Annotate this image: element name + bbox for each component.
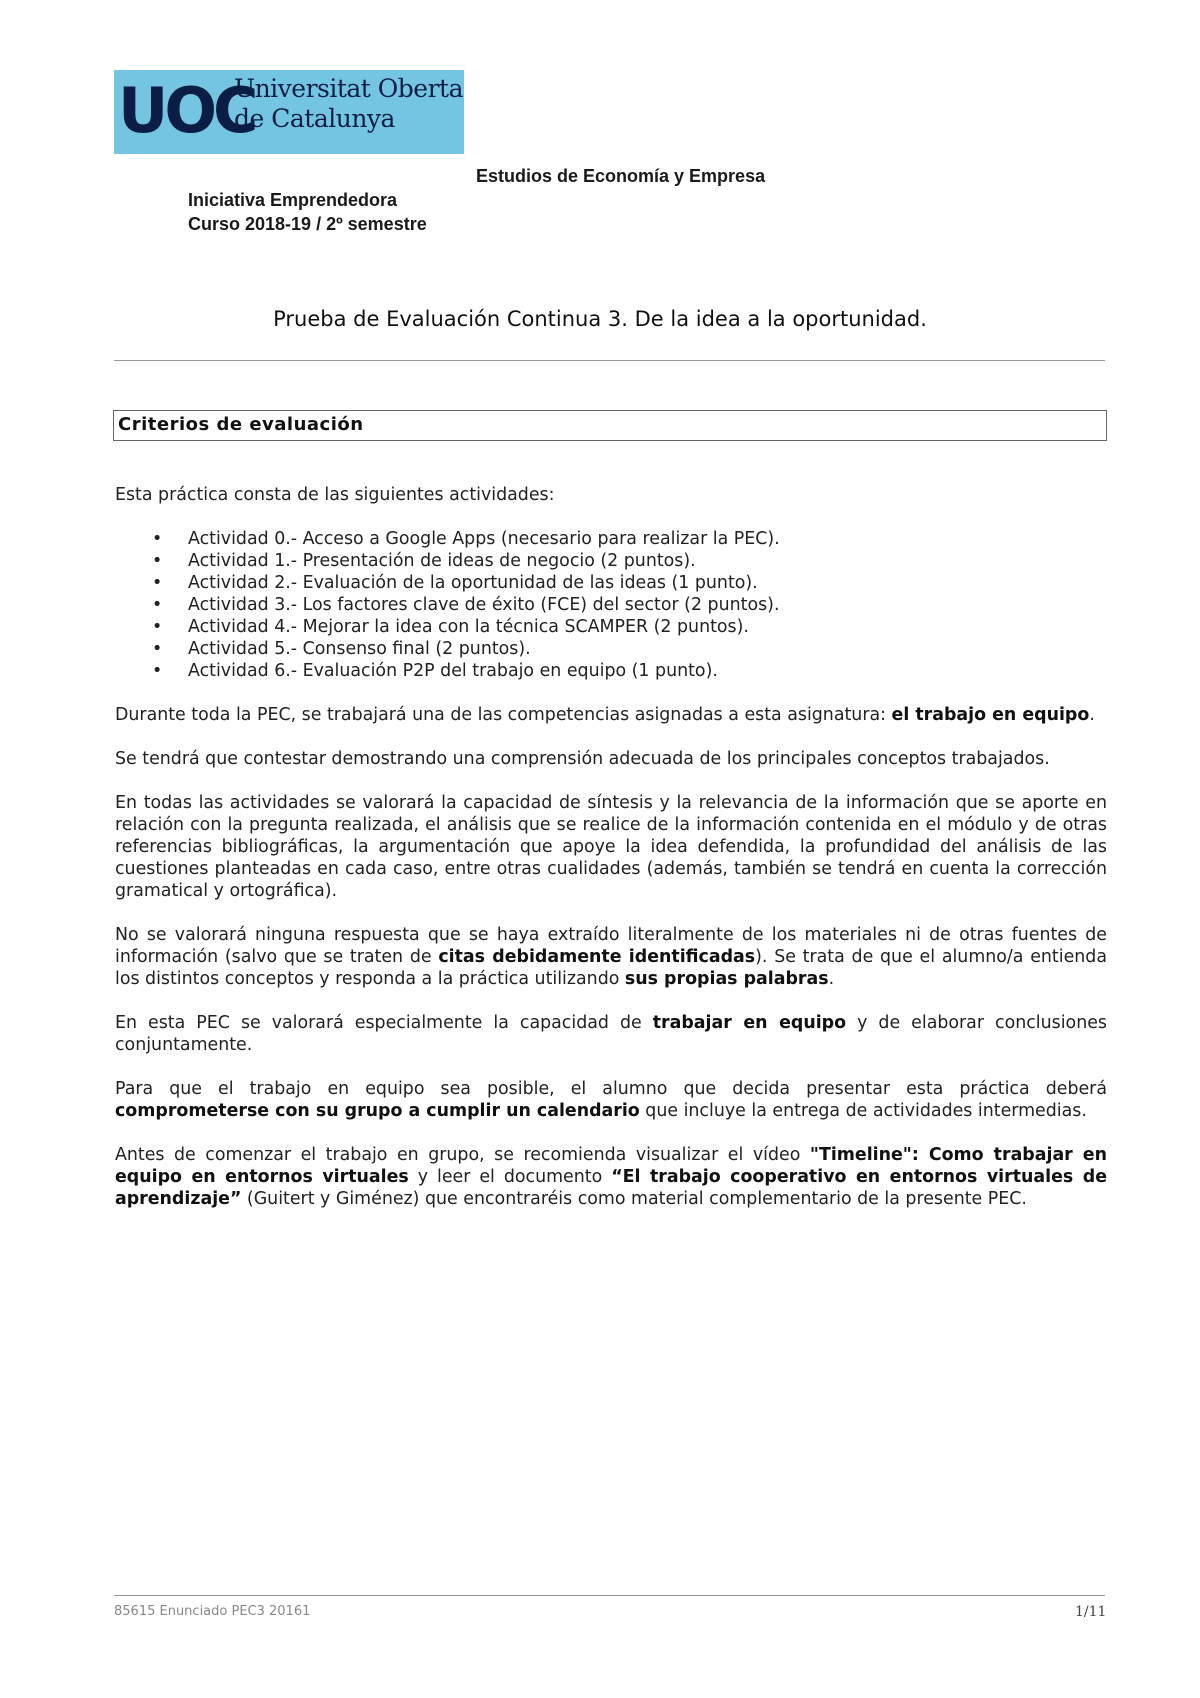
list-item: • Actividad 2.- Evaluación de la oportunidad de las ideas (1 punto). xyxy=(188,572,1107,594)
emphasis: "Timeline": Como trabajar en equipo en entornos virtuales xyxy=(115,1145,1107,1187)
list-item: • Actividad 5.- Consenso final (2 puntos). xyxy=(188,638,1107,660)
text-span: En esta PEC se valorará especialmente la capacidad de xyxy=(115,1013,653,1033)
list-item: • Actividad 4.- Mejorar la idea con la técnica SCAMPER (2 puntos). xyxy=(188,616,1107,638)
emphasis: el trabajo en equipo xyxy=(891,705,1090,725)
text-span: Durante toda la PEC, se trabajará una de las competencias asignadas a esta asignatura: xyxy=(115,705,892,725)
text-span: Antes de comenzar el trabajo en grupo, se recomienda visualizar el vídeo xyxy=(115,1145,810,1165)
studies-label: Estudios de Economía y Empresa xyxy=(476,166,766,186)
list-item: • Actividad 6.- Evaluación P2P del trabajo en equipo (1 punto). xyxy=(188,660,1107,682)
logo-name-line1: Universitat Oberta xyxy=(234,74,464,103)
page-number: 1/11 xyxy=(1075,1604,1107,1620)
text-span: . xyxy=(828,969,835,989)
text-span: y de elaborar conclusiones conjuntamente. xyxy=(115,1013,1107,1055)
footer-document-id: 85615 Enunciado PEC3 20161 xyxy=(114,1604,311,1619)
course-term: Curso 2018-19 / 2º semestre xyxy=(188,214,427,234)
title-divider xyxy=(114,360,1105,361)
emphasis: “El trabajo cooperativo en entornos virtuales de aprendizaje” xyxy=(115,1167,1107,1209)
page-title: Prueba de Evaluación Continua 3. De la idea a la oportunidad. xyxy=(273,307,927,331)
text-span: que incluye la entrega de actividades intermedias. xyxy=(639,1101,1087,1121)
list-item: • Actividad 3.- Los factores clave de éxito (FCE) del sector (2 puntos). xyxy=(188,594,1107,616)
section-heading: Criterios de evaluación xyxy=(118,414,364,435)
paragraph-comprehension: Se tendrá que contestar demostrando una comprensión adecuada de los principales conceptos trabajados. xyxy=(115,749,1050,769)
logo-name xyxy=(234,74,463,134)
emphasis: comprometerse con su grupo a cumplir un calendario xyxy=(115,1101,640,1121)
course-name: Iniciativa Emprendedora xyxy=(188,190,398,210)
document-body xyxy=(115,484,1107,1232)
text-span: Para que el trabajo en equipo sea posible, el alumno que decida presentar esta práctica deberá xyxy=(115,1079,1107,1099)
uoc-logo xyxy=(114,70,464,154)
footer-divider xyxy=(114,1595,1105,1596)
emphasis: citas debidamente identificadas xyxy=(438,947,756,967)
emphasis: trabajar en equipo xyxy=(652,1013,847,1033)
paragraph-resources xyxy=(115,1144,1107,1210)
paragraph-originality xyxy=(115,924,1107,990)
list-item: • Actividad 1.- Presentación de ideas de negocio (2 puntos). xyxy=(188,550,1107,572)
text-span: y leer el documento xyxy=(408,1167,612,1187)
text-span: ). Se trata de que el alumno/a entienda los distintos conceptos y responda a la práctica utilizando xyxy=(115,947,1107,989)
paragraph-team-conclusions xyxy=(115,1012,1107,1056)
logo-mark: UOC xyxy=(118,74,255,147)
paragraph-teamwork xyxy=(115,704,1107,726)
course-info xyxy=(188,188,427,236)
activities-list xyxy=(115,528,1107,682)
intro-paragraph: Esta práctica consta de las siguientes actividades: xyxy=(115,485,555,505)
list-item: • Actividad 0.- Acceso a Google Apps (necesario para realizar la PEC). xyxy=(188,528,1107,550)
text-span: . xyxy=(1089,705,1095,725)
paragraph-calendar xyxy=(115,1078,1107,1122)
emphasis: sus propias palabras xyxy=(624,969,829,989)
text-span: (Guitert y Giménez) que encontraréis como material complementario de la presente PEC. xyxy=(241,1189,1027,1209)
paragraph-assessment: En todas las actividades se valorará la capacidad de síntesis y la relevancia de la información que se aporte en relación con la pregunta realizada, el análisis que se realice de la información contenida en el módulo y de otras referencias bibliográficas, la argumentación que apoye la idea defendida, la profundidad del análisis de las cuestiones planteadas en cada caso, entre otras cualidades (además, también se tendrá en cuenta la corrección gramatical y ortográfica). xyxy=(115,793,1107,901)
section-heading-box xyxy=(113,410,1107,441)
logo-name-line2: de Catalunya xyxy=(234,104,395,133)
text-span: No se valorará ninguna respuesta que se haya extraído literalmente de los materiales ni de otras fuentes de información (salvo que se traten de xyxy=(115,925,1107,967)
